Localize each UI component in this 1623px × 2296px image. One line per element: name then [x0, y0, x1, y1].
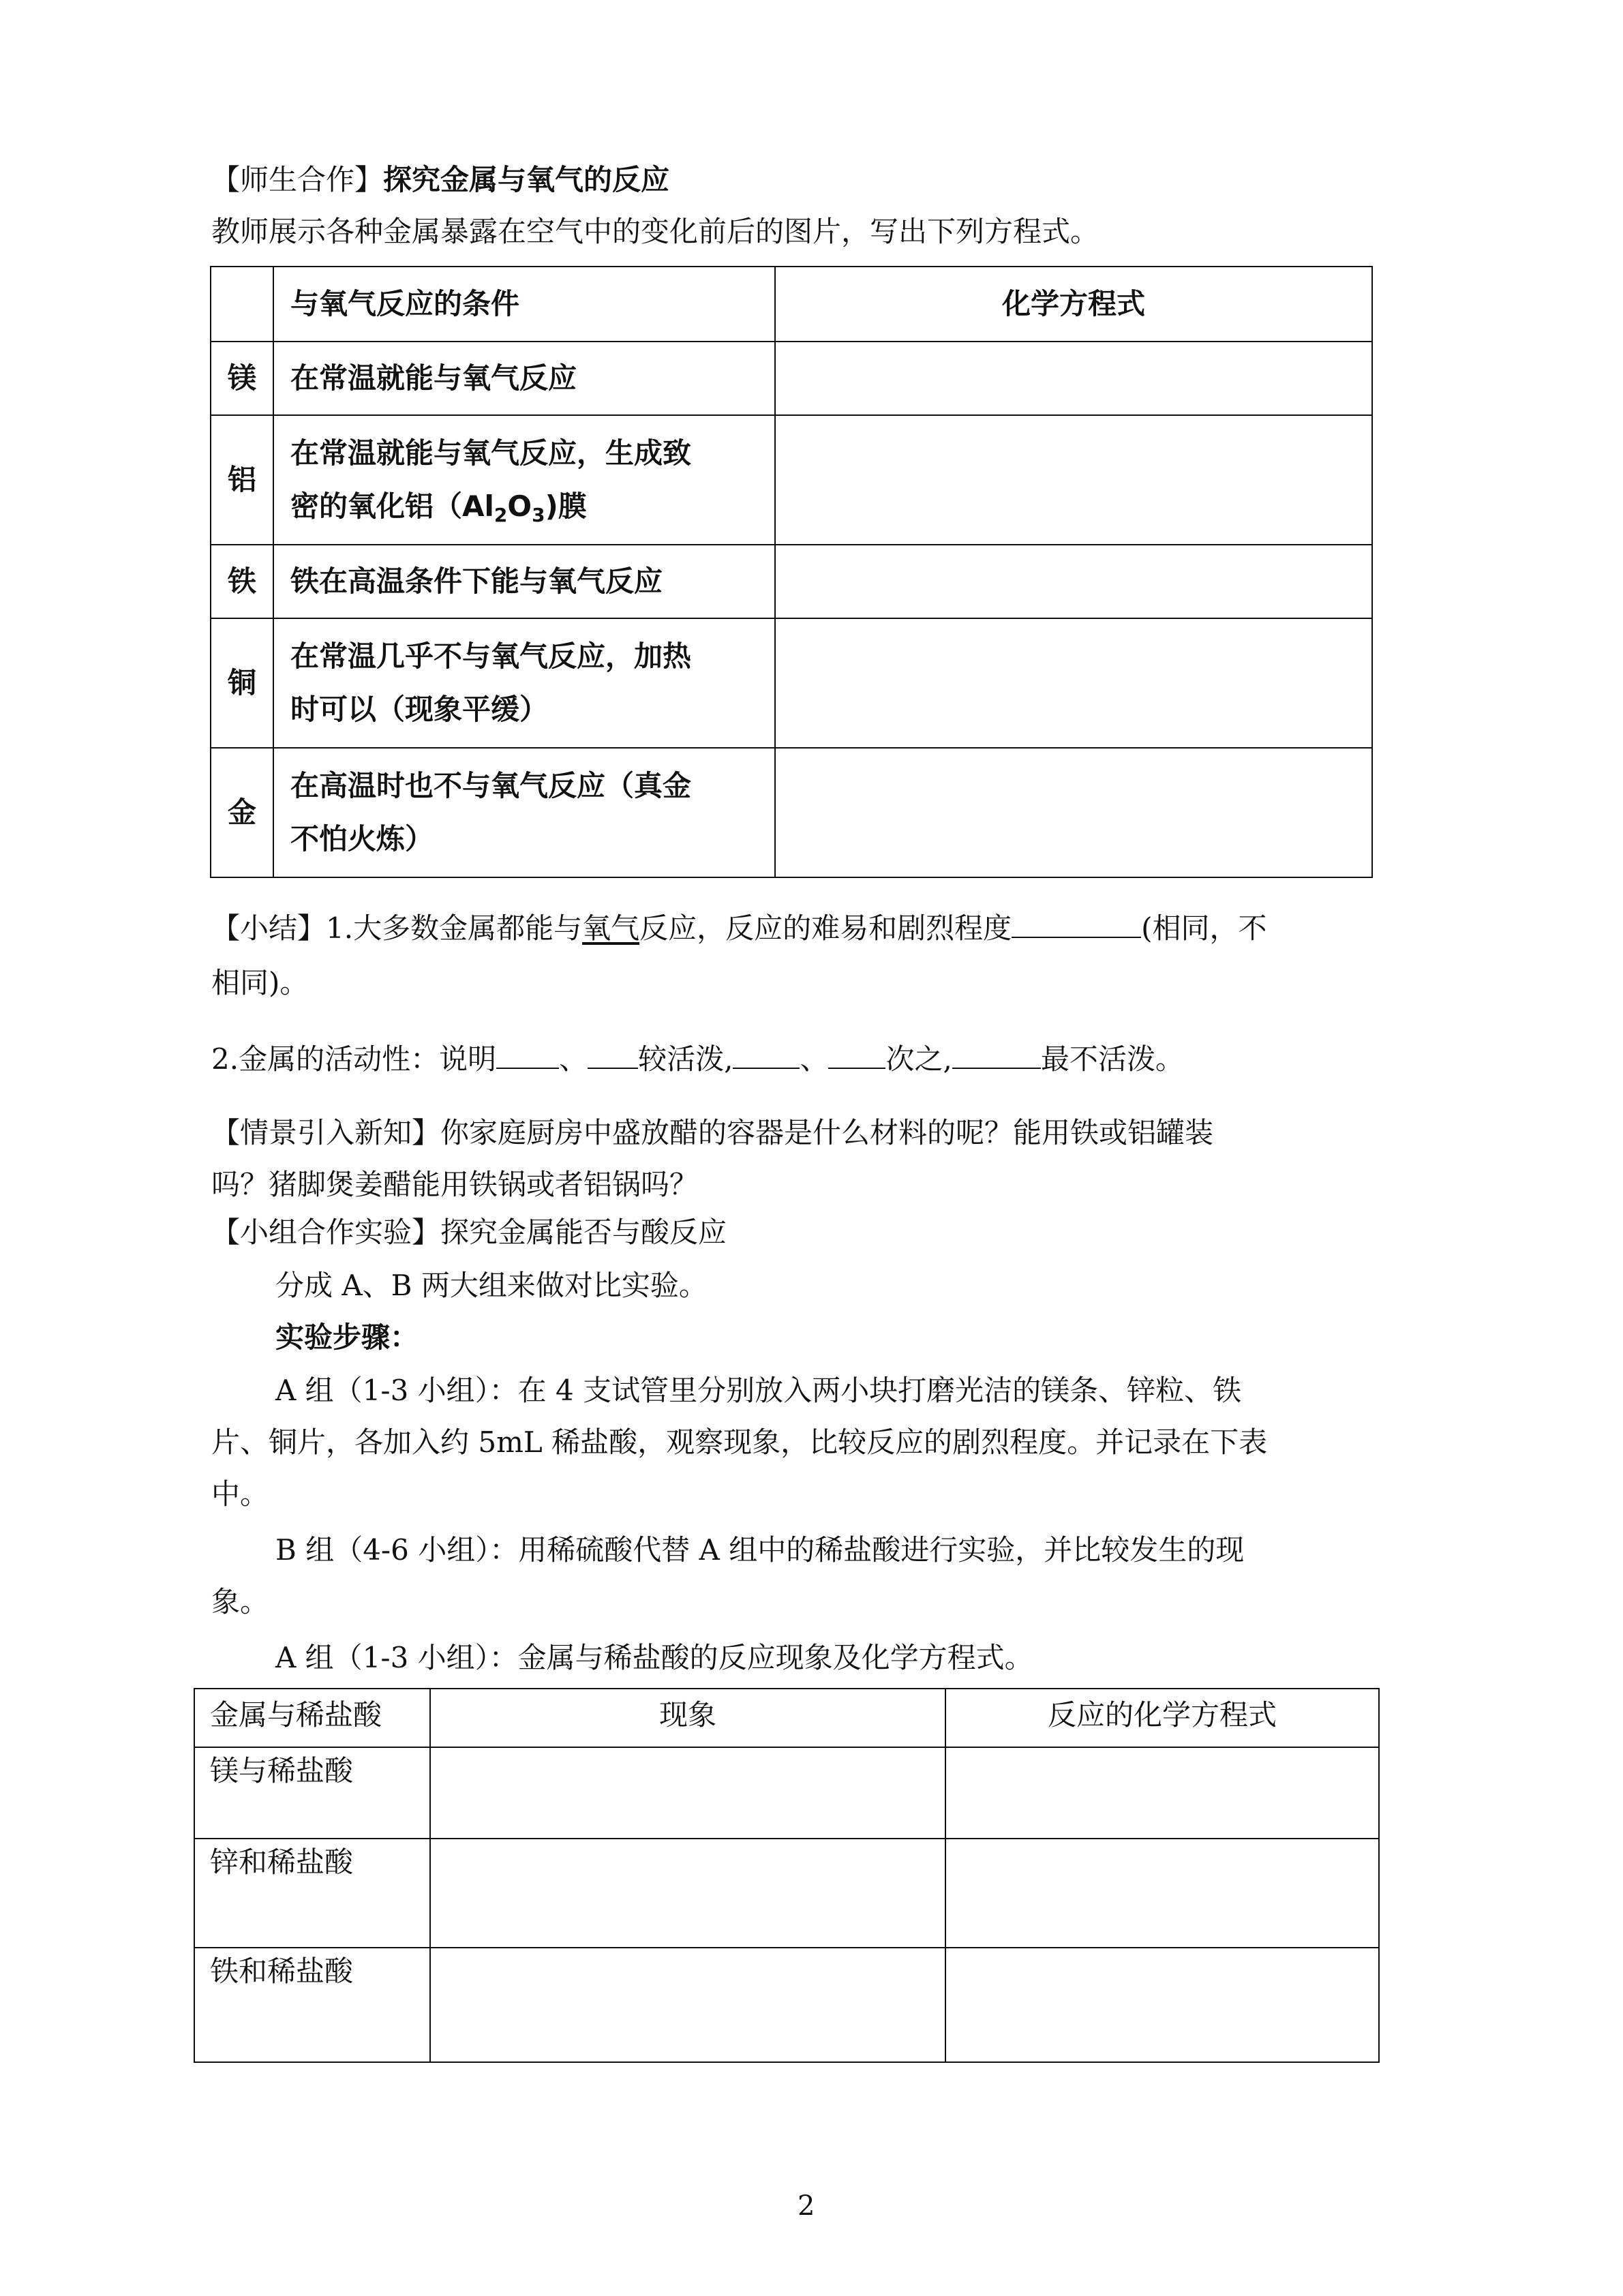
condition-cell: 在常温就能与氧气反应，生成致 密的氧化铝$(Al_2O_3)$膜	[273, 415, 775, 545]
equation-input-cell[interactable]	[775, 415, 1372, 545]
fill-blank[interactable]	[828, 1040, 885, 1069]
steps-title: 实验步骤：	[275, 1320, 419, 1354]
summary-line-1: 【小结】1.大多数金属都能与氧气反应，反应的难易和剧烈程度 (相同，不	[211, 909, 1267, 948]
header-equation: 化学方程式	[775, 267, 1372, 342]
header-condition: 与氧气反应的条件	[273, 267, 775, 342]
header-equation: 反应的化学方程式	[945, 1689, 1379, 1747]
metal-cell: 金	[211, 748, 273, 877]
phenomenon-input-cell[interactable]	[430, 1839, 945, 1948]
phenomenon-input-cell[interactable]	[430, 1747, 945, 1839]
a-group-line-2: 片、铜片，各加入约 5mL 稀盐酸，观察现象，比较反应的剧烈程度。并记录在下表	[211, 1425, 1268, 1459]
section-heading-title: 探究金属与氧气的反应	[383, 163, 670, 196]
reaction-label: 锌和稀盐酸	[194, 1839, 430, 1948]
table-row	[211, 545, 1372, 618]
metal-cell: 镁	[211, 342, 273, 415]
metal-cell: 铜	[211, 618, 273, 748]
table-header-row	[194, 1689, 1379, 1747]
equation-input-cell[interactable]	[945, 1747, 1379, 1839]
equation-input-cell[interactable]	[775, 748, 1372, 877]
page-number: 2	[798, 2190, 815, 2222]
fill-blank[interactable]	[1012, 909, 1141, 938]
phenomenon-input-cell[interactable]	[430, 1948, 945, 2062]
b-group-line-1: B 组（4-6 小组）：用稀硫酸代替 A 组中的稀盐酸进行实验，并比较发生的现	[275, 1533, 1245, 1567]
reaction-label: 铁和稀盐酸	[194, 1948, 430, 2062]
equation-input-cell[interactable]	[775, 618, 1372, 748]
table-row	[211, 342, 1372, 415]
condition-cell: 在常温就能与氧气反应	[273, 342, 775, 415]
scenario-line-2: 吗？猪脚煲姜醋能用铁锅或者铝锅吗？	[211, 1168, 699, 1201]
a-group-line-3: 中。	[211, 1477, 269, 1511]
table-row	[211, 415, 1372, 545]
scenario-line-1: 【情景引入新知】你家庭厨房中盛放醋的容器是什么材料的呢？能用铁或铝罐装	[211, 1116, 1214, 1149]
fill-blank[interactable]	[733, 1040, 800, 1069]
table-row	[194, 1839, 1379, 1948]
group-split: 分成 A、B 两大组来做对比实验。	[275, 1269, 708, 1302]
group-exp-heading: 【小组合作实验】探究金属能否与酸反应	[211, 1215, 727, 1249]
fill-blank[interactable]	[496, 1040, 559, 1069]
activity-line: 2.金属的活动性：说明 、 较活泼, 、 次之, 最不活泼。	[211, 1040, 1184, 1078]
header-phenomenon: 现象	[430, 1689, 945, 1747]
fill-blank[interactable]	[588, 1040, 638, 1069]
equation-input-cell[interactable]	[775, 342, 1372, 415]
section-intro: 教师展示各种金属暴露在空气中的变化前后的图片，写出下列方程式。	[211, 215, 1099, 248]
fill-blank[interactable]	[952, 1040, 1041, 1069]
condition-cell: 在常温几乎不与氧气反应，加热 时可以（现象平缓）	[273, 618, 775, 748]
equation-input-cell[interactable]	[945, 1839, 1379, 1948]
hydrochloric-acid-table	[194, 1688, 1380, 2063]
b-group-line-2: 象。	[211, 1585, 269, 1618]
table-row	[211, 748, 1372, 877]
header-cell-blank	[211, 267, 273, 342]
equation-input-cell[interactable]	[945, 1948, 1379, 2062]
table-row	[211, 618, 1372, 748]
a-group-line-1: A 组（1-3 小组）：在 4 支试管里分别放入两小块打磨光洁的镁条、锌粒、铁	[275, 1374, 1242, 1407]
summary-line-2: 相同)。	[211, 966, 309, 999]
equation-input-cell[interactable]	[775, 545, 1372, 618]
table-row	[194, 1948, 1379, 2062]
oxygen-reaction-table	[210, 266, 1373, 878]
metal-cell: 铝	[211, 415, 273, 545]
header-metal: 金属与稀盐酸	[194, 1689, 430, 1747]
condition-cell: 在高温时也不与氧气反应（真金 不怕火炼）	[273, 748, 775, 877]
table2-caption: A 组（1-3 小组）：金属与稀盐酸的反应现象及化学方程式。	[275, 1641, 1033, 1674]
section-heading-bracket: 【师生合作】	[211, 163, 384, 196]
table-row	[194, 1747, 1379, 1839]
reaction-label: 镁与稀盐酸	[194, 1747, 430, 1839]
metal-cell: 铁	[211, 545, 273, 618]
table-header-row	[211, 267, 1372, 342]
condition-cell: 铁在高温条件下能与氧气反应	[273, 545, 775, 618]
section-heading	[211, 161, 669, 199]
underlined-term: 氧气	[582, 911, 640, 945]
